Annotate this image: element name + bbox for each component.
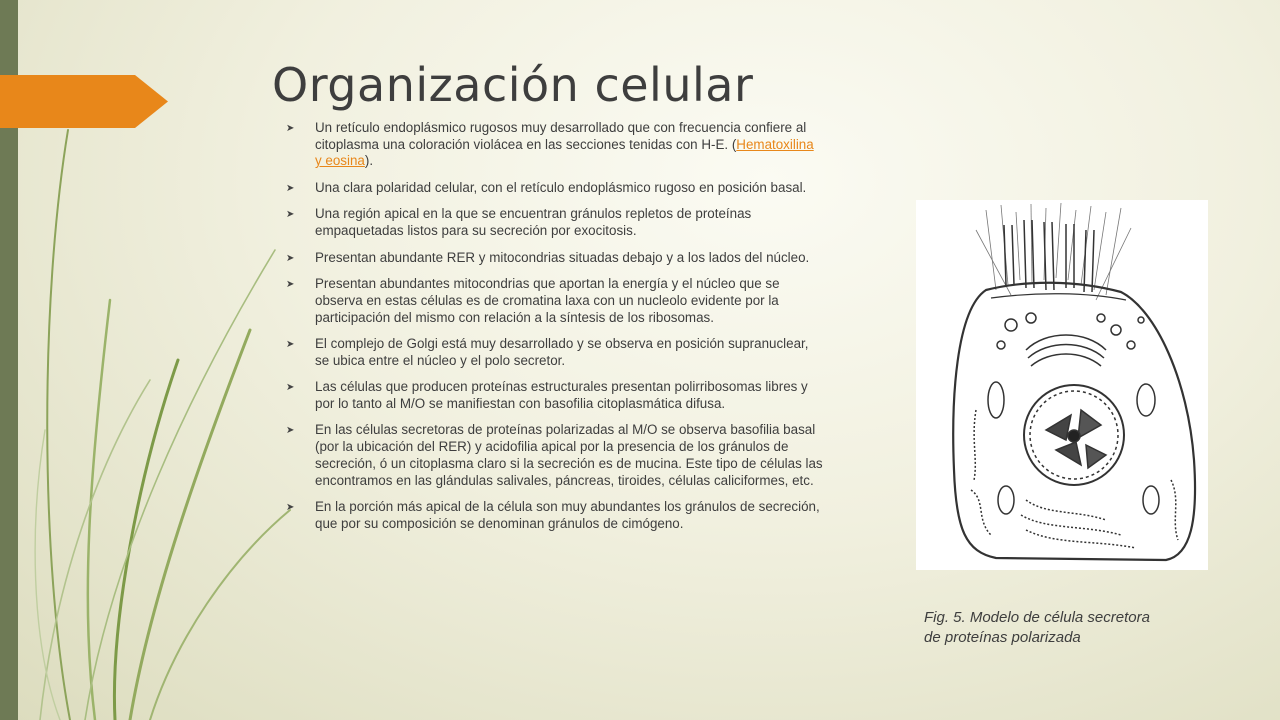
- bullet-arrow-icon: ➤: [286, 209, 295, 221]
- bullet-item: [284, 499, 824, 532]
- bullet-arrow-icon: ➤: [286, 339, 295, 351]
- bullet-item: [284, 379, 824, 412]
- bullet-item: [284, 120, 824, 170]
- bullet-item: [284, 250, 824, 267]
- figure-caption: Fig. 5. Modelo de célula secretora de proteínas polarizada: [924, 609, 1150, 646]
- bullet-text: Una clara polaridad celular, con el retículo endoplásmico rugoso en posición basal.: [315, 179, 807, 195]
- bullet-text: En las células secretoras de proteínas polarizadas al M/O se observa basofilia basal (por la ubicación del RER) y acidofilia apical por la presencia de los gránulos de secreción, ó un citoplasma claro si la secreción es de mucina. Este tipo de células las encontramos en las glándulas salivales, páncreas, tiroides, células caliciformes, etc.: [315, 422, 823, 488]
- bullet-item: [284, 276, 824, 326]
- bullet-text: Un retículo endoplásmico rugosos muy desarrollado que con frecuencia confiere al citoplasma una coloración violácea en las secciones tenidas con H-E. (: [315, 120, 807, 152]
- bullet-list: [284, 120, 824, 542]
- bullet-arrow-icon: ➤: [286, 502, 295, 514]
- slide-title: Organización celular: [272, 58, 754, 112]
- bullet-text: Presentan abundantes mitocondrias que aportan la energía y el núcleo que se observa en estas células es de cromatina laxa con un nucleolo evidente por la participación del mismo con relación a la síntesis de los ribosomas.: [315, 276, 780, 325]
- bullet-text: El complejo de Golgi está muy desarrollado y se observa en posición supranuclear, se ubica entre el núcleo y el polo secretor.: [315, 336, 809, 368]
- cell-diagram-icon: [916, 200, 1208, 570]
- bullet-arrow-icon: ➤: [286, 182, 295, 194]
- bullet-arrow-icon: ➤: [286, 279, 295, 291]
- cell-diagram-image: [916, 200, 1208, 570]
- bullet-text: Las células que producen proteínas estructurales presentan polirribosomas libres y por lo tanto al M/O se manifiestan con basofilia citoplasmática difusa.: [315, 379, 808, 411]
- bullet-arrow-icon: ➤: [286, 382, 295, 394]
- bullet-text: ).: [364, 153, 374, 169]
- bullet-text: Una región apical en la que se encuentran gránulos repletos de proteínas empaquetadas listos para su secreción por exocitosis.: [315, 206, 752, 239]
- bullet-item: [284, 336, 824, 369]
- title-accent-tab: [0, 75, 168, 128]
- bullet-arrow-icon: ➤: [286, 425, 295, 437]
- bullet-item: [284, 206, 824, 239]
- hematoxilina-link[interactable]: Hematoxilina y eosina: [315, 136, 814, 169]
- bullet-arrow-icon: ➤: [286, 252, 295, 264]
- bullet-text: En la porción más apical de la célula son muy abundantes los gránulos de secreción, que por su composición se denominan gránulos de cimógeno.: [315, 499, 820, 531]
- bullet-item: [284, 180, 824, 197]
- bullet-arrow-icon: ➤: [286, 123, 295, 134]
- bullet-text: Presentan abundante RER y mitocondrias situadas debajo y a los lados del núcleo.: [315, 249, 810, 265]
- bullet-item: [284, 422, 824, 489]
